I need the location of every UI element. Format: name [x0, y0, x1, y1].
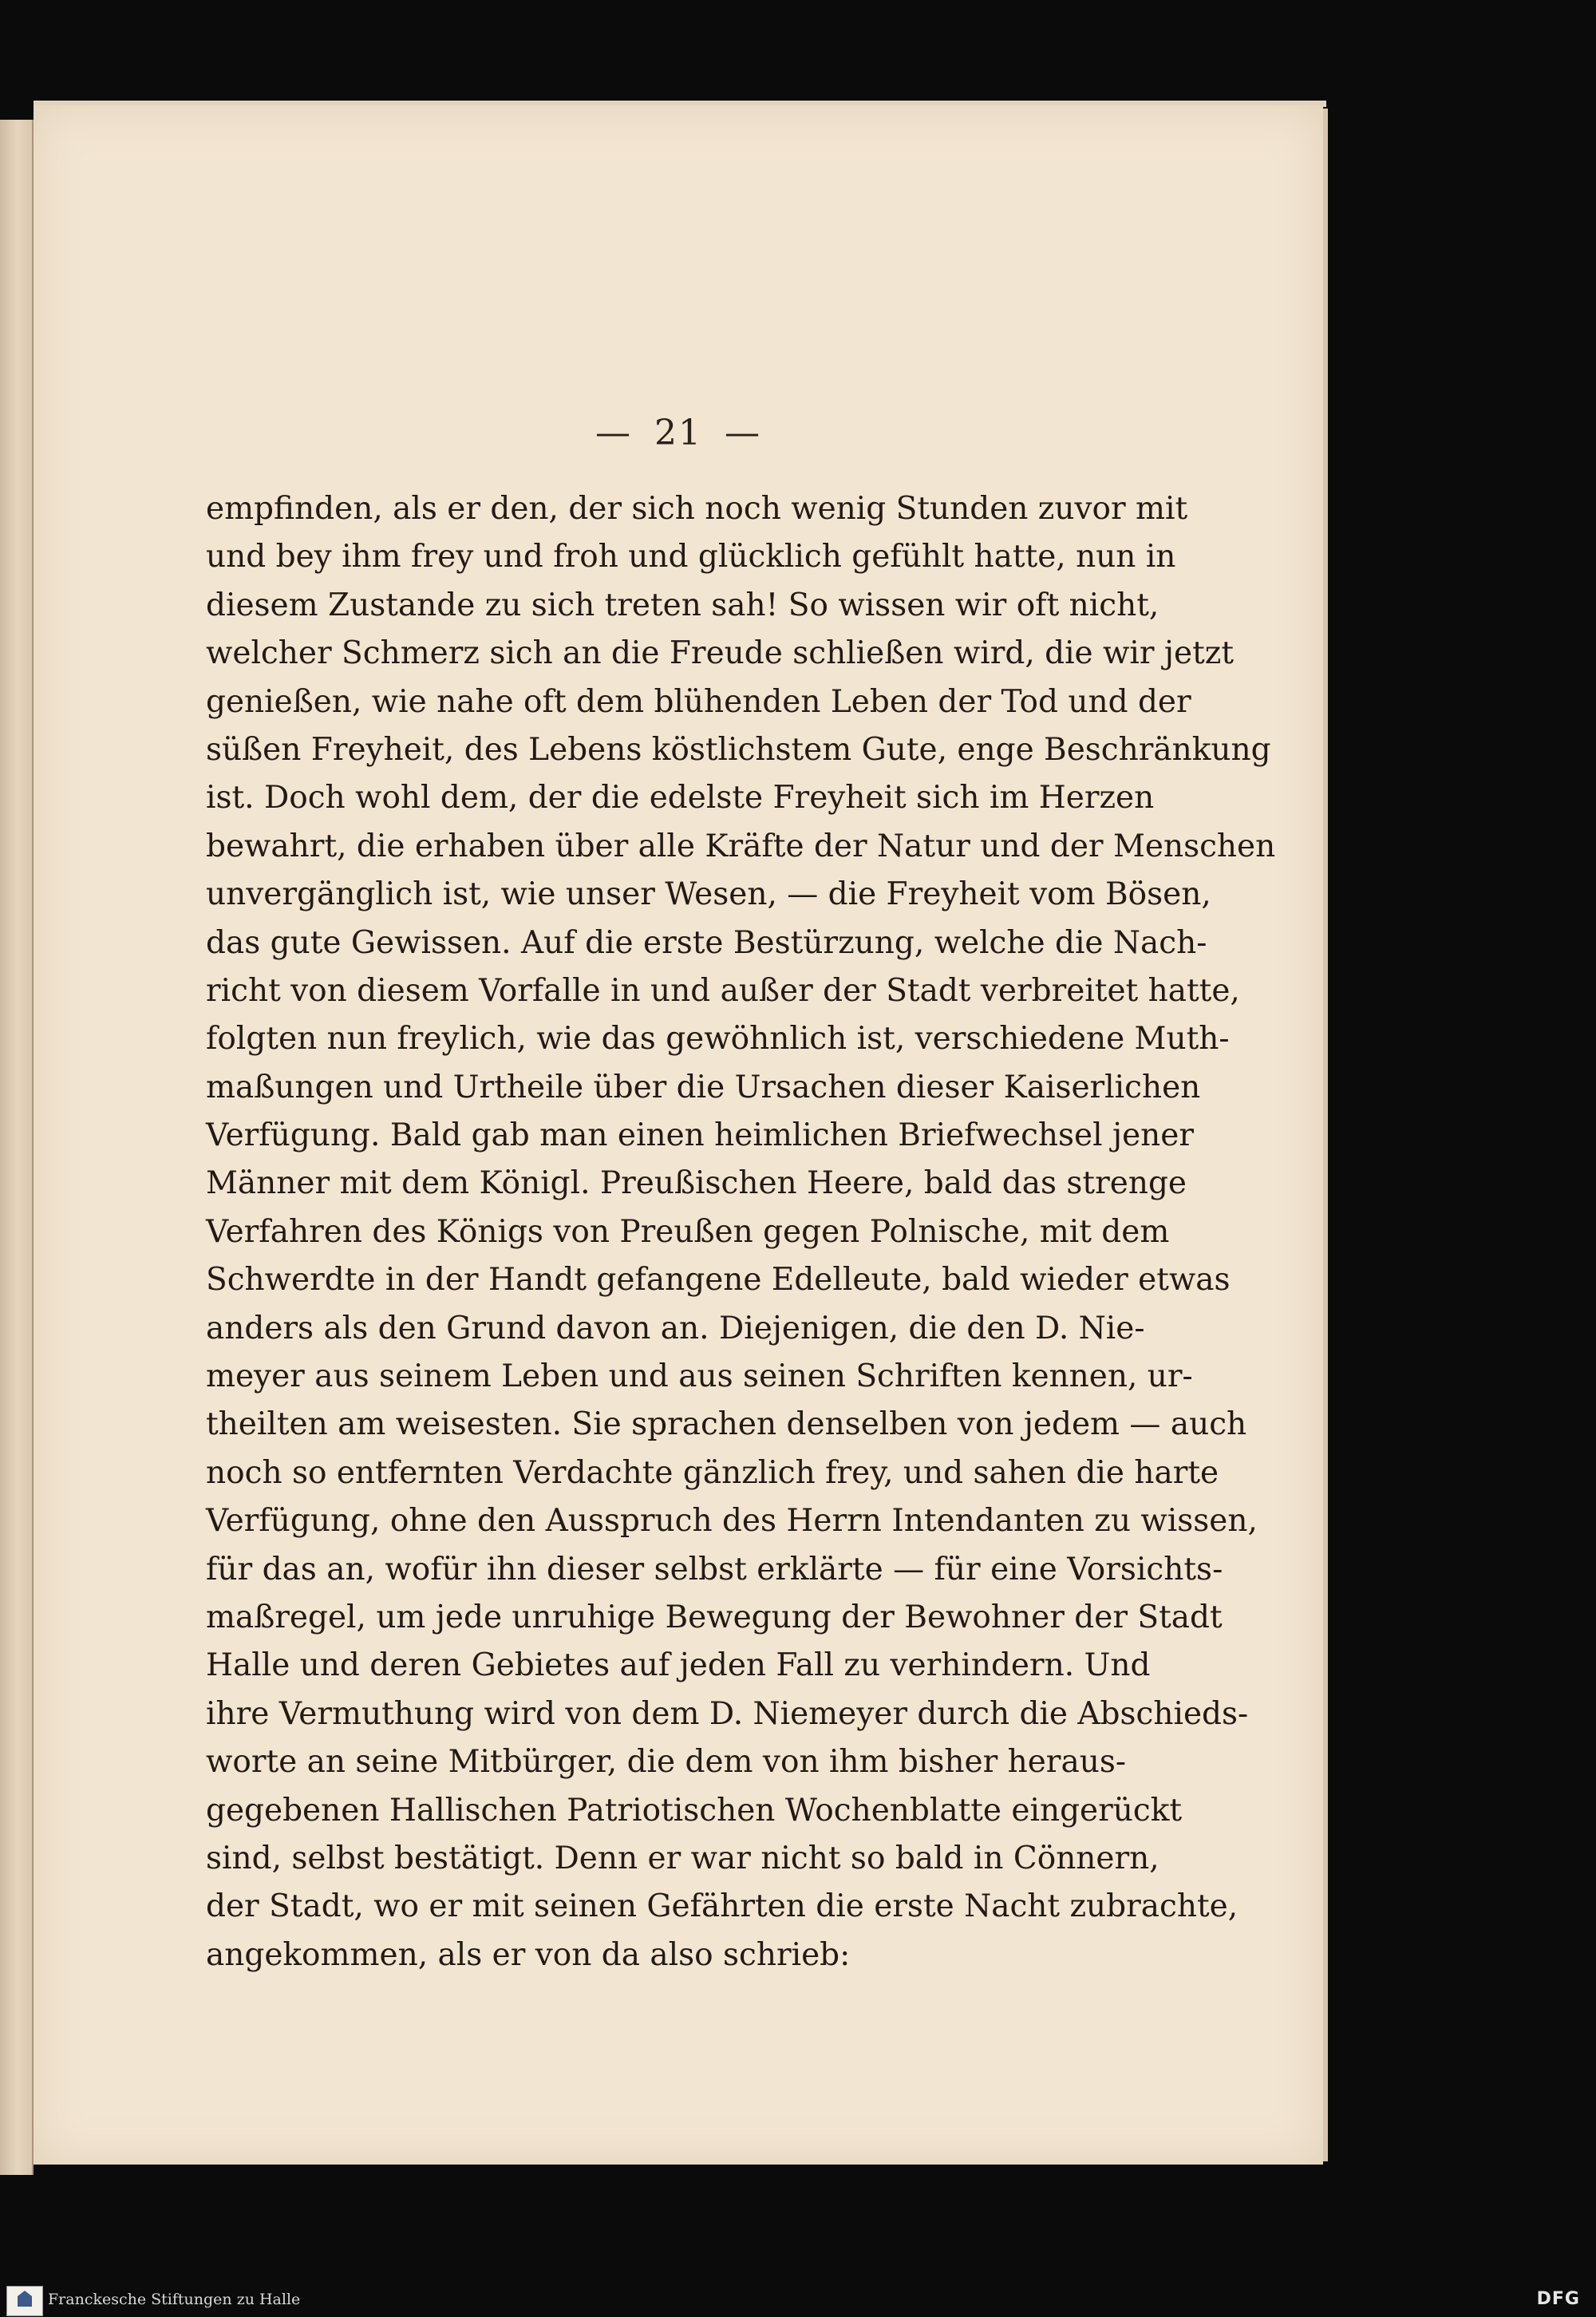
francke-foundation-logo-icon[interactable] [6, 2286, 43, 2316]
viewer-footer [0, 2281, 1596, 2317]
text-line: theilten am weisesten. Sie sprachen denselben von jedem — auch [206, 1406, 1247, 1443]
text-line: Verfahren des Königs von Preußen gegen Polnische, mit dem [206, 1213, 1170, 1250]
text-line: bewahrt, die erhaben über alle Kräfte der Natur und der Menschen [206, 828, 1276, 864]
text-line: unvergänglich ist, wie unser Wesen, — die Freyheit vom Bösen, [206, 876, 1211, 913]
text-line: sind, selbst bestätigt. Denn er war nicht so bald in Cönnern, [206, 1840, 1159, 1876]
dfg-logo[interactable]: DFG [1536, 2289, 1580, 2309]
text-line: meyer aus seinem Leben und aus seinen Schriften kennen, ur- [206, 1358, 1193, 1395]
text-line: das gute Gewissen. Auf die erste Bestürzung, welche die Nach- [206, 924, 1207, 961]
text-line: genießen, wie nahe oft dem blühenden Leben der Tod und der [206, 683, 1191, 720]
text-line: folgten nun freylich, wie das gewöhnlich ist, verschiedene Muth- [206, 1021, 1230, 1058]
text-line: diesem Zustande zu sich treten sah! So wissen wir oft nicht, [206, 587, 1159, 623]
text-line: Schwerdte in der Handt gefangene Edelleute, bald wieder etwas [206, 1262, 1231, 1299]
text-line: und bey ihm frey und froh und glücklich gefühlt hatte, nun in [206, 539, 1176, 575]
text-line: anders als den Grund davon an. Diejenigen, die den D. Nie- [206, 1310, 1145, 1346]
text-line: gegebenen Hallischen Patriotischen Wochenblatte eingerückt [206, 1792, 1183, 1829]
body-text [206, 485, 1276, 1979]
text-line: empfinden, als er den, der sich noch wenig Stunden zuvor mit [206, 491, 1188, 527]
text-line: der Stadt, wo er mit seinen Gefährten die erste Nacht zubrachte, [206, 1888, 1238, 1925]
text-line: richt von diesem Vorfalle in und außer der Stadt verbreitet hatte, [206, 972, 1240, 1009]
institution-link[interactable]: Franckesche Stiftungen zu Halle [48, 2291, 301, 2308]
text-line: Männer mit dem Königl. Preußischen Heere, bald das strenge [206, 1165, 1187, 1202]
text-line: maßungen und Urtheile über die Ursachen dieser Kaiserlichen [206, 1069, 1201, 1105]
text-line: Verfügung. Bald gab man einen heimlichen Briefwechsel jener [206, 1117, 1195, 1154]
text-line: maßregel, um jede unruhige Bewegung der Bewohner der Stadt [206, 1599, 1223, 1635]
text-line: süßen Freyheit, des Lebens köstlichstem Gute, enge Beschränkung [206, 731, 1271, 768]
facing-page-edge [0, 120, 34, 2175]
text-line: ihre Vermuthung wird von dem D. Niemeyer durch die Abschieds- [206, 1695, 1249, 1732]
text-line: worte an seine Mitbürger, die dem von ihm bisher heraus- [206, 1744, 1127, 1781]
text-line: welcher Schmerz sich an die Freude schließen wird, die wir jetzt [206, 635, 1234, 672]
book-page [34, 105, 1323, 2165]
page-number: 21 [654, 413, 702, 453]
text-line: Halle und deren Gebietes auf jeden Fall zu verhindern. Und [206, 1647, 1151, 1684]
text-line: noch so entfernten Verdachte gänzlich frey, und sahen die harte [206, 1454, 1219, 1491]
page-number-header [34, 413, 1323, 453]
page-number-dash-right: — [725, 413, 761, 453]
text-line-last: angekommen, als er von da also schrieb: [206, 1936, 851, 1973]
text-line: ist. Doch wohl dem, der die edelste Freyheit sich im Herzen [206, 780, 1155, 816]
page-right-edge [1323, 109, 1328, 2161]
text-line: für das an, wofür ihn dieser selbst erklärte — für eine Vorsichts- [206, 1551, 1223, 1588]
text-line: Verfügung, ohne den Ausspruch des Herrn Intendanten zu wissen, [206, 1503, 1258, 1540]
page-number-dash-left: — [595, 413, 632, 453]
